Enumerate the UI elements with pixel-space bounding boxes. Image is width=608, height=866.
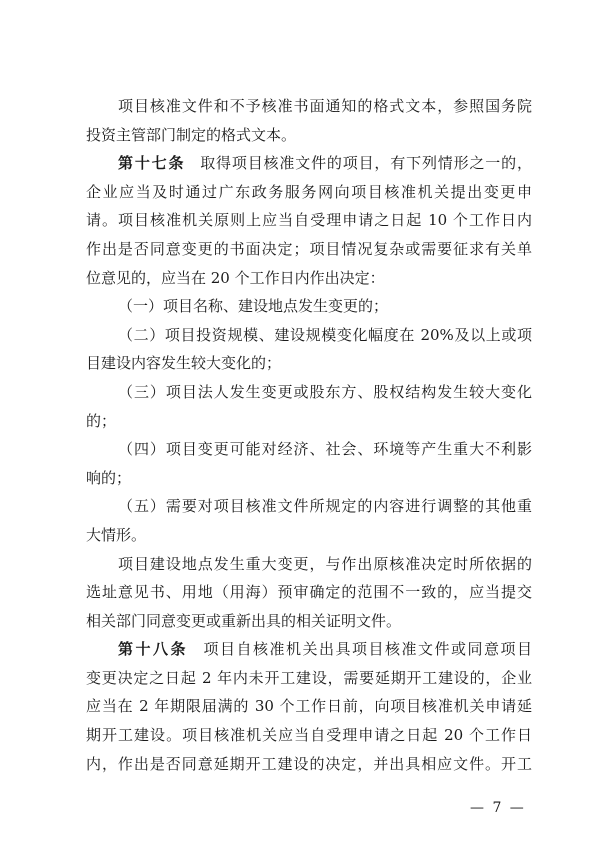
paragraph-line: 的； [86, 411, 117, 430]
list-item: （三）项目法人发生变更或股东方、股权结构发生较大变化 [118, 382, 532, 401]
paragraph-line: 请。项目核准机关原则上应当自受理申请之日起 10 个工作日内 [86, 211, 532, 230]
list-item: （五）需要对项目核准文件所规定的内容进行调整的其他重 [118, 497, 532, 516]
paragraph-line: 内，作出是否同意延期开工建设的决定，并出具相应文件。开工 [86, 754, 532, 773]
paragraph-line: 变更决定之日起 2 年内未开工建设，需要延期开工建设的，企业 [86, 668, 532, 687]
paragraph-line: 目建设内容发生较大变化的； [86, 354, 282, 373]
paragraph-line: 选址意见书、用地（用海）预审确定的范围不一致的，应当提交 [86, 583, 532, 602]
article-18-heading: 第十八条 [118, 640, 188, 659]
paragraph-line: 项目建设地点发生重大变更，与作出原核准决定时所依据的 [118, 554, 532, 573]
paragraph-line: 期开工建设。项目核准机关应当自受理申请之日起 20 个工作日 [86, 726, 532, 745]
list-item: （二）项目投资规模、建设规模变化幅度在 20%及以上或项 [118, 325, 532, 344]
paragraph-line: 作出是否同意变更的书面决定；项目情况复杂或需要征求有关单 [86, 239, 532, 258]
article-17-heading-line: 第十七条 取得项目核准文件的项目，有下列情形之一的， [118, 154, 532, 173]
paragraph-line: 投资主管部门制定的格式文本。 [86, 125, 297, 144]
article-18-heading-line: 第十八条 项目自核准机关出具项目核准文件或同意项目 [118, 640, 532, 659]
article-17-heading: 第十七条 [118, 154, 186, 173]
paragraph-line: 项目核准文件和不予核准书面通知的格式文本，参照国务院 [118, 97, 532, 115]
paragraph-line: 应当在 2 年期限届满的 30 个工作日前，向项目核准机关申请延 [86, 697, 532, 716]
paragraph-line: 响的； [86, 468, 132, 487]
paragraph-line: 位意见的，应当在 20 个工作日内作出决定： [86, 268, 385, 287]
list-item: （一）项目名称、建设地点发生变更的； [118, 297, 389, 316]
page-number: — 7 — [470, 800, 526, 816]
paragraph-line: 企业应当及时通过广东政务服务网向项目核准机关提出变更申 [86, 182, 532, 201]
body-text [86, 92, 532, 778]
paragraph-line: 相关部门同意变更或重新出具的相关证明文件。 [86, 611, 402, 630]
list-item: （四）项目变更可能对经济、社会、环境等产生重大不利影 [118, 440, 532, 459]
paragraph-line: 大情形。 [86, 525, 147, 544]
